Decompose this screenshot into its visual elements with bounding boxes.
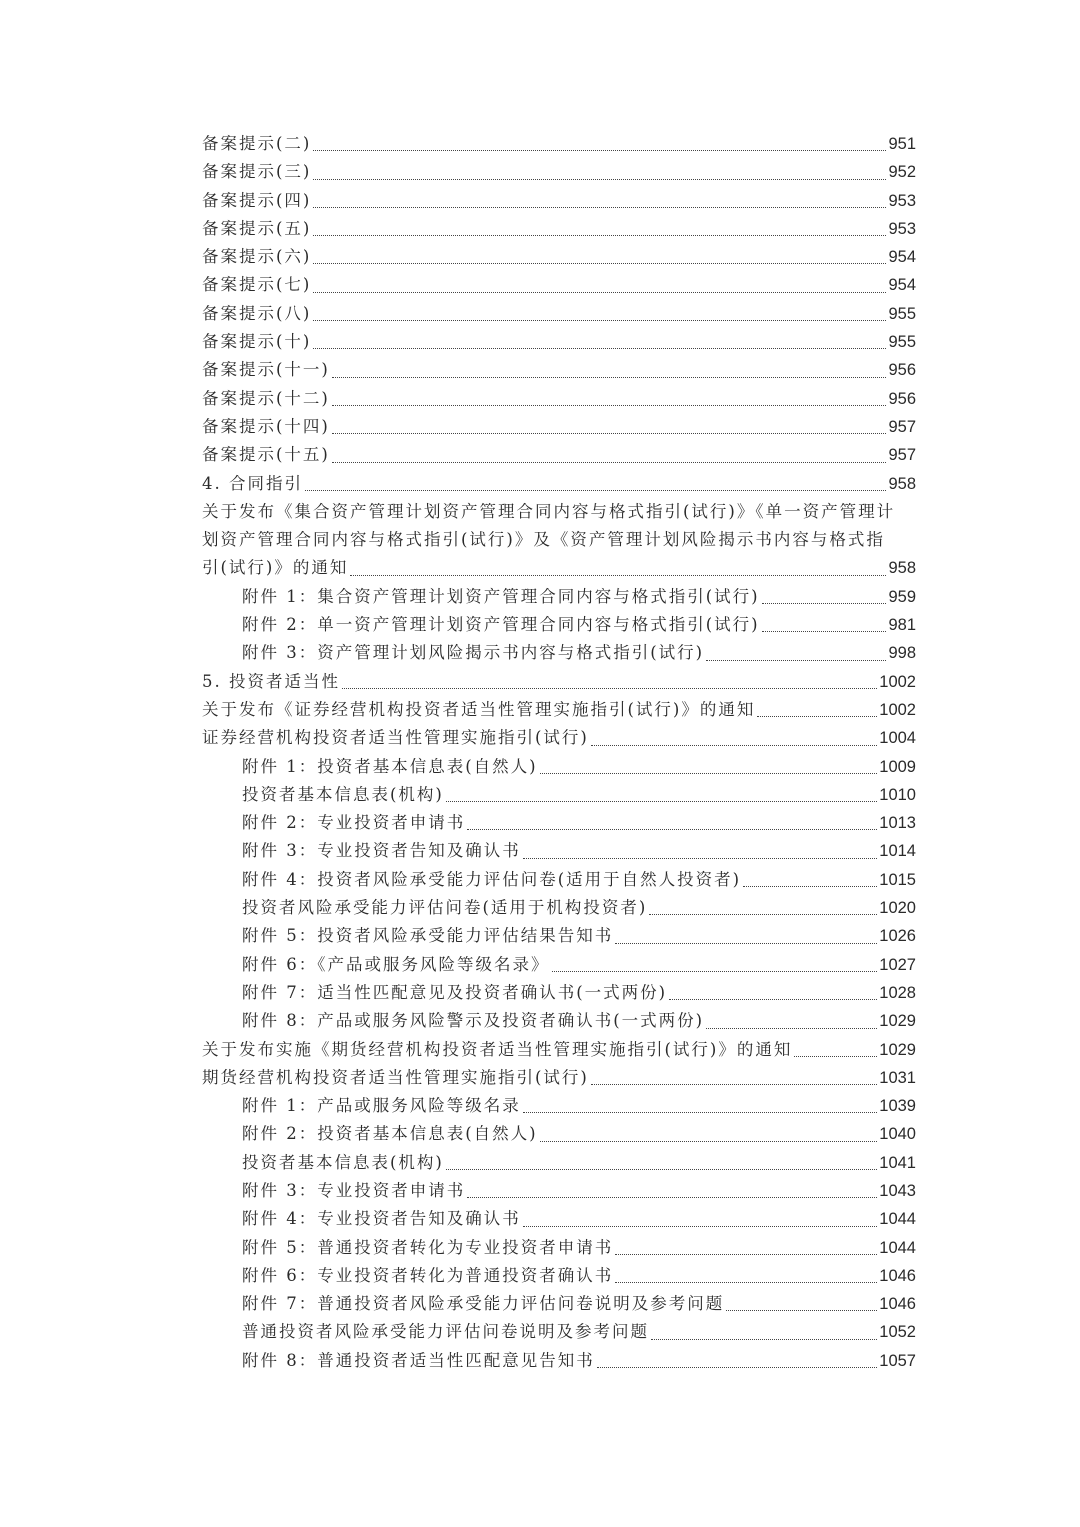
dot-leader [726,1309,877,1311]
toc-page-number: 1031 [879,1068,916,1087]
dot-leader [523,857,878,859]
toc-page-number: 953 [888,219,916,238]
toc-entry-title: 关于发布《集合资产管理计划资产管理合同内容与格式指引(试行)》《单一资产管理计 [202,501,896,521]
dot-leader [446,1168,877,1170]
toc-entry-title: 附件 4：投资者风险承受能力评估问卷(适用于自然人投资者) [242,869,742,889]
toc-page-number: 1029 [879,1012,916,1031]
toc-entry-title: 附件 6：专业投资者转化为普通投资者确认书 [242,1265,614,1285]
toc-page-number: 953 [888,191,916,210]
toc-entry-title: 备案提示(六) [202,247,312,267]
toc-entry-title: 附件 7：普通投资者风险承受能力评估问卷说明及参考问题 [242,1294,725,1314]
toc-entry[interactable] [202,1149,916,1177]
toc-entry-title: 备案提示(八) [202,303,312,323]
dot-leader [597,1366,878,1368]
dot-leader [313,262,886,264]
toc-entry[interactable] [202,1036,916,1064]
toc-page-number: 1041 [879,1153,916,1172]
toc-entry-title: 备案提示(十) [202,332,312,352]
toc-entry-title: 附件 2：投资者基本信息表(自然人) [242,1124,538,1144]
toc-entry[interactable] [202,158,916,186]
toc-page-number: 1014 [879,842,916,861]
dot-leader [762,602,887,604]
toc-entry-continuation[interactable] [202,526,916,554]
toc-entry[interactable] [202,271,916,299]
toc-entry[interactable] [202,413,916,441]
dot-leader [615,942,877,944]
toc-entry-title: 备案提示(十二) [202,388,330,408]
toc-entry[interactable] [202,554,916,582]
toc-entry-title: 引(试行)》的通知 [202,558,349,578]
toc-entry-title: 4. 合同指引 [202,473,303,493]
toc-entry[interactable] [202,1290,916,1318]
dot-leader [313,319,886,321]
toc-entry-title: 备案提示(三) [202,162,312,182]
toc-entry[interactable] [202,753,916,781]
dot-leader [313,347,886,349]
toc-entry-continuation[interactable] [202,498,916,526]
toc-page-number: 1013 [879,814,916,833]
toc-entry[interactable] [202,215,916,243]
toc-page-number: 1040 [879,1125,916,1144]
toc-entry-title: 附件 4：专业投资者告知及确认书 [242,1209,521,1229]
toc-page-number: 1044 [879,1210,916,1229]
dot-leader [669,998,877,1000]
toc-entry-title: 关于发布实施《期货经营机构投资者适当性管理实施指引(试行)》的通知 [202,1039,793,1059]
toc-entry-title: 备案提示(四) [202,190,312,210]
dot-leader [651,1338,877,1340]
dot-leader [313,149,886,151]
table-of-contents [202,130,916,1375]
toc-page-number: 958 [888,474,916,493]
toc-entry-title: 备案提示(七) [202,275,312,295]
toc-entry-title: 期货经营机构投资者适当性管理实施指引(试行) [202,1067,589,1087]
toc-entry-title: 关于发布《证券经营机构投资者适当性管理实施指引(试行)》的通知 [202,699,756,719]
dot-leader [342,687,877,689]
toc-page-number: 1002 [879,672,916,691]
dot-leader [552,970,878,972]
toc-page-number: 1015 [879,870,916,889]
toc-entry[interactable] [202,356,916,384]
dot-leader [467,828,877,830]
toc-entry[interactable] [202,781,916,809]
toc-entry[interactable] [202,470,916,498]
toc-page-number: 1044 [879,1238,916,1257]
toc-entry[interactable] [202,837,916,865]
toc-page-number: 1027 [879,955,916,974]
toc-entry-title: 备案提示(二) [202,134,312,153]
toc-page-number: 957 [888,417,916,436]
dot-leader [540,1140,878,1142]
toc-page-number: 1046 [879,1266,916,1285]
toc-page-number: 954 [888,276,916,295]
toc-entry[interactable] [202,894,916,922]
toc-entry[interactable] [202,1347,916,1375]
dot-leader [332,376,887,378]
toc-entry-title: 附件 6：《产品或服务风险等级名录》 [242,954,550,974]
dot-leader [615,1281,877,1283]
toc-entry[interactable] [202,639,916,667]
toc-entry-title: 投资者基本信息表(机构) [242,1152,444,1172]
toc-entry[interactable] [202,1234,916,1262]
toc-page-number: 951 [888,135,916,153]
dot-leader [446,800,877,802]
toc-entry[interactable] [202,1064,916,1092]
toc-entry[interactable] [202,951,916,979]
dot-leader [794,1055,877,1057]
toc-entry[interactable] [202,328,916,356]
toc-entry-title: 5. 投资者适当性 [202,671,340,691]
toc-page-number: 955 [888,304,916,323]
toc-entry-title: 备案提示(五) [202,218,312,238]
toc-page-number: 952 [888,163,916,182]
toc-page-number: 958 [888,559,916,578]
toc-entry-title: 备案提示(十五) [202,445,330,465]
toc-entry-title: 投资者基本信息表(机构) [242,784,444,804]
dot-leader [649,913,877,915]
toc-page-number: 1026 [879,927,916,946]
toc-page-number: 954 [888,248,916,267]
toc-entry[interactable] [202,1092,916,1120]
toc-page-number: 1046 [879,1295,916,1314]
dot-leader [467,1196,877,1198]
toc-page-number: 1002 [879,700,916,719]
toc-entry[interactable] [202,187,916,215]
toc-entry[interactable] [202,1262,916,1290]
toc-entry-title: 附件 2：单一资产管理计划资产管理合同内容与格式指引(试行) [242,615,760,635]
dot-leader [523,1111,878,1113]
toc-page-number: 1010 [879,785,916,804]
toc-entry-title: 附件 8：普通投资者适当性匹配意见告知书 [242,1350,595,1370]
dot-leader [591,1083,877,1085]
toc-entry[interactable] [202,300,916,328]
toc-entry[interactable] [202,385,916,413]
toc-entry-title: 附件 5：投资者风险承受能力评估结果告知书 [242,926,614,946]
toc-entry-title: 附件 2：专业投资者申请书 [242,813,466,833]
dot-leader [523,1225,878,1227]
toc-page-number: 1052 [879,1323,916,1342]
toc-entry-title: 附件 3：资产管理计划风险揭示书内容与格式指引(试行) [242,643,705,663]
dot-leader [706,659,886,661]
toc-entry-title: 附件 5：普通投资者转化为专业投资者申请书 [242,1237,614,1257]
dot-leader [332,461,887,463]
toc-page-number: 955 [888,333,916,352]
dot-leader [762,630,887,632]
toc-page-number: 998 [888,644,916,663]
dot-leader [706,1027,877,1029]
dot-leader [313,206,886,208]
toc-entry-title: 普通投资者风险承受能力评估问卷说明及参考问题 [242,1322,649,1342]
dot-leader [332,404,887,406]
toc-entry[interactable] [202,243,916,271]
toc-entry[interactable] [202,130,916,158]
toc-entry[interactable] [202,809,916,837]
toc-page-number: 959 [888,587,916,606]
toc-entry-title: 附件 1：投资者基本信息表(自然人) [242,756,538,776]
dot-leader [313,178,886,180]
toc-entry-title: 附件 1：集合资产管理计划资产管理合同内容与格式指引(试行) [242,586,760,606]
toc-entry[interactable] [202,583,916,611]
dot-leader [332,432,887,434]
toc-entry-title: 备案提示(十一) [202,360,330,380]
toc-entry-title: 证券经营机构投资者适当性管理实施指引(试行) [202,728,589,748]
toc-entry-title: 附件 3：专业投资者申请书 [242,1180,466,1200]
toc-page-number: 1029 [879,1040,916,1059]
toc-page-number: 1004 [879,729,916,748]
toc-entry-title: 附件 1：产品或服务风险等级名录 [242,1096,521,1116]
dot-leader [313,291,886,293]
toc-page-number: 1043 [879,1181,916,1200]
toc-page-number: 1028 [879,983,916,1002]
toc-entry-title: 附件 8：产品或服务风险警示及投资者确认书(一式两份) [242,1011,705,1031]
dot-leader [757,715,877,717]
toc-entry[interactable] [202,1120,916,1148]
toc-entry[interactable] [202,1007,916,1035]
dot-leader [540,772,878,774]
dot-leader [305,489,886,491]
toc-entry[interactable] [202,1205,916,1233]
toc-entry[interactable] [202,668,916,696]
toc-page-number: 1057 [879,1351,916,1370]
toc-page-number: 981 [888,616,916,635]
toc-entry[interactable] [202,922,916,950]
toc-page-number: 1020 [879,899,916,918]
dot-leader [350,574,886,576]
toc-page-number: 1039 [879,1097,916,1116]
toc-entry[interactable] [202,866,916,894]
toc-entry[interactable] [202,1177,916,1205]
toc-entry[interactable] [202,724,916,752]
toc-page-number: 956 [888,361,916,380]
toc-entry[interactable] [202,696,916,724]
toc-entry[interactable] [202,441,916,469]
toc-entry[interactable] [202,1318,916,1346]
dot-leader [591,744,877,746]
toc-entry[interactable] [202,979,916,1007]
toc-entry-title: 划资产管理合同内容与格式指引(试行)》及《资产管理计划风险揭示书内容与格式指 [202,530,885,550]
dot-leader [313,234,886,236]
toc-page-number: 1009 [879,757,916,776]
toc-entry-title: 投资者风险承受能力评估问卷(适用于机构投资者) [242,898,648,918]
dot-leader [615,1253,877,1255]
toc-entry[interactable] [202,611,916,639]
dot-leader [743,885,877,887]
toc-page-number: 957 [888,446,916,465]
toc-entry-title: 备案提示(十四) [202,416,330,436]
toc-page-number: 956 [888,389,916,408]
toc-entry-title: 附件 3：专业投资者告知及确认书 [242,841,521,861]
toc-entry-title: 附件 7：适当性匹配意见及投资者确认书(一式两份) [242,982,668,1002]
